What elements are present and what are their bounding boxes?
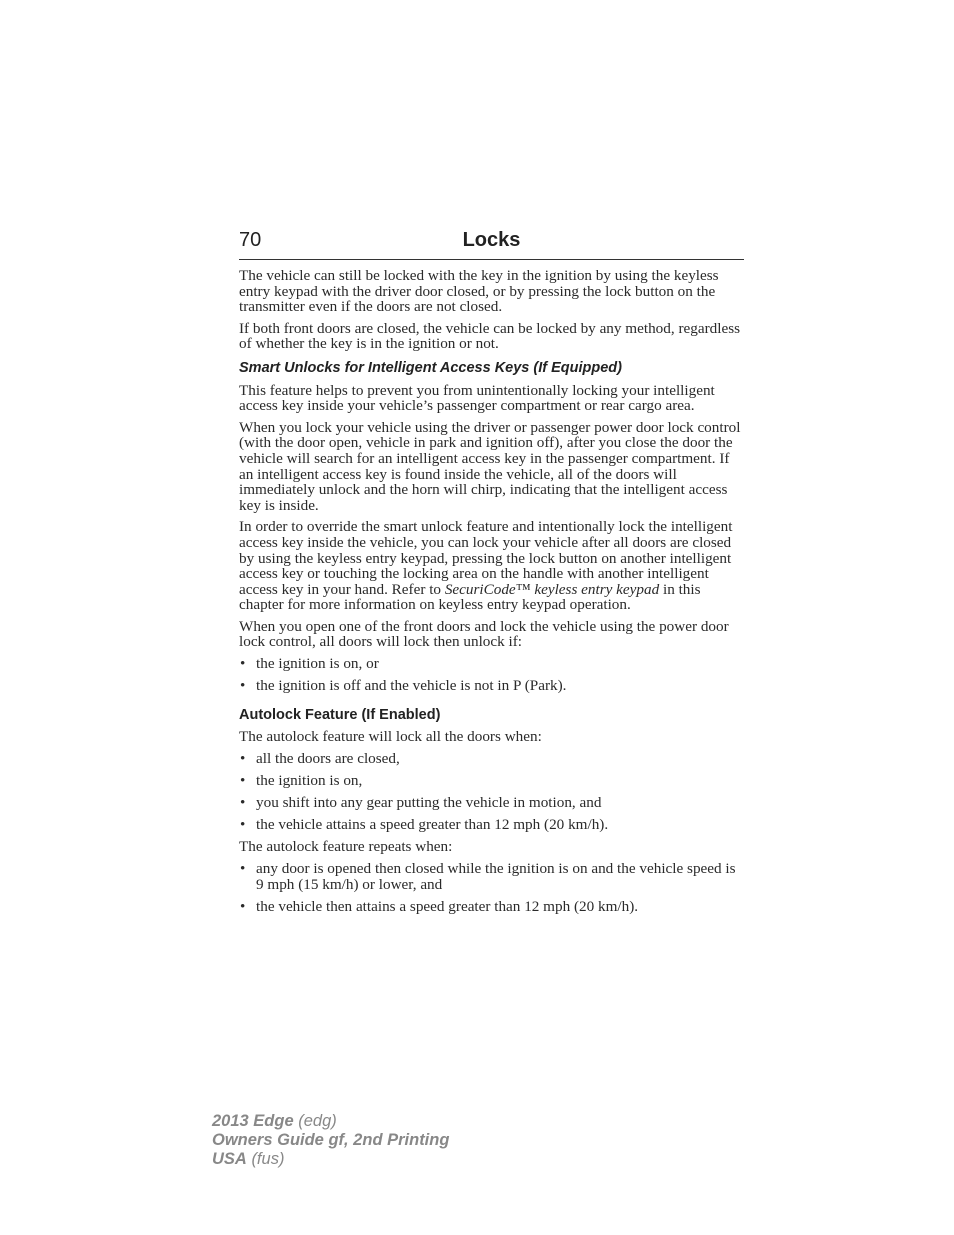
footer-market: USA bbox=[212, 1150, 247, 1168]
list-item-text: any door is opened then closed while the ignition is on and the vehicle speed is 9 mph (15 km/h) or lower, and bbox=[256, 859, 736, 893]
bullet-icon: • bbox=[240, 794, 246, 812]
paragraph: The autolock feature repeats when: bbox=[239, 838, 453, 856]
list-item bbox=[239, 817, 744, 833]
bullet-list bbox=[239, 751, 744, 833]
list-item bbox=[239, 899, 744, 915]
paragraph-text: in this chapter for more information on keyless entry keypad operation. bbox=[239, 580, 701, 614]
list-item-text: you shift into any gear putting the vehicle in motion, and bbox=[256, 794, 602, 812]
list-item-text: the vehicle attains a speed greater than 12 mph (20 km/h). bbox=[256, 816, 609, 834]
list-item-text: all the doors are closed, bbox=[256, 749, 400, 767]
paragraph bbox=[239, 519, 744, 613]
bullet-icon: • bbox=[240, 816, 246, 834]
subheading-smart-unlocks: Smart Unlocks for Intelligent Access Keys (If Equipped) bbox=[239, 359, 622, 376]
footer-model-code: (edg) bbox=[298, 1112, 337, 1130]
section-title: Locks bbox=[462, 229, 521, 251]
list-item bbox=[239, 773, 744, 789]
footer-line bbox=[212, 1150, 449, 1169]
cross-reference: SecuriCode™ keyless entry keypad bbox=[444, 580, 660, 598]
footer-line bbox=[212, 1112, 449, 1131]
paragraph: When you lock your vehicle using the driver or passenger power door lock control (with the door open, vehicle in park and ignition off), after you close the door the vehicle will search for an intelligent access key in the passenger compartment. If an intelligent access key is found inside the vehicle, all of the doors will immediately unlock and the horn will chirp, indicating that the intelligent access key is inside. bbox=[239, 418, 741, 514]
bullet-icon: • bbox=[240, 859, 246, 877]
bullet-icon: • bbox=[240, 749, 246, 767]
paragraph: The autolock feature will lock all the doors when: bbox=[239, 728, 542, 746]
subheading-autolock: Autolock Feature (If Enabled) bbox=[239, 706, 441, 723]
list-item bbox=[239, 861, 744, 892]
page-body bbox=[239, 268, 744, 921]
footer-market-code: (fus) bbox=[251, 1150, 285, 1168]
list-item-text: the vehicle then attains a speed greater than 12 mph (20 km/h). bbox=[256, 897, 639, 915]
paragraph-text: In order to override the smart unlock feature and intentionally lock the intelligent access key inside the vehicle, you can lock your vehicle after all doors are closed by using the keyless entry keypad, pressing the lock button on another intelligent access key or touching the locking area on the handle with another intelligent access key in your hand. Refer to bbox=[239, 518, 733, 598]
list-item-text: the ignition is on, bbox=[256, 772, 363, 790]
list-item bbox=[239, 795, 744, 811]
paragraph: This feature helps to prevent you from unintentionally locking your intelligent access key inside your vehicle’s passenger compartment or rear cargo area. bbox=[239, 381, 715, 415]
bullet-icon: • bbox=[240, 677, 246, 695]
list-item-text: the ignition is off and the vehicle is not in P (Park). bbox=[256, 677, 567, 695]
page-header bbox=[239, 229, 744, 260]
paragraph: The vehicle can still be locked with the key in the ignition by using the keyless entry keypad with the driver door closed, or by pressing the lock button on the transmitter even if the doors are not closed. bbox=[239, 267, 719, 316]
footer-line bbox=[212, 1131, 449, 1150]
list-item bbox=[239, 751, 744, 767]
bullet-list bbox=[239, 861, 744, 914]
bullet-icon: • bbox=[240, 897, 246, 915]
page-number: 70 bbox=[239, 229, 262, 251]
list-item-text: the ignition is on, or bbox=[256, 655, 379, 673]
paragraph: If both front doors are closed, the vehicle can be locked by any method, regardless of whether the key is in the ignition or not. bbox=[239, 319, 741, 353]
footer-model: 2013 Edge bbox=[212, 1112, 294, 1130]
bullet-icon: • bbox=[240, 772, 246, 790]
footer-guide: Owners Guide gf, 2nd Printing bbox=[212, 1131, 450, 1149]
page-footer bbox=[212, 1112, 449, 1169]
paragraph: When you open one of the front doors and lock the vehicle using the power door lock control, all doors will lock then unlock if: bbox=[239, 617, 729, 651]
bullet-icon: • bbox=[240, 655, 246, 673]
bullet-list bbox=[239, 656, 744, 694]
list-item bbox=[239, 656, 744, 672]
list-item bbox=[239, 678, 744, 694]
